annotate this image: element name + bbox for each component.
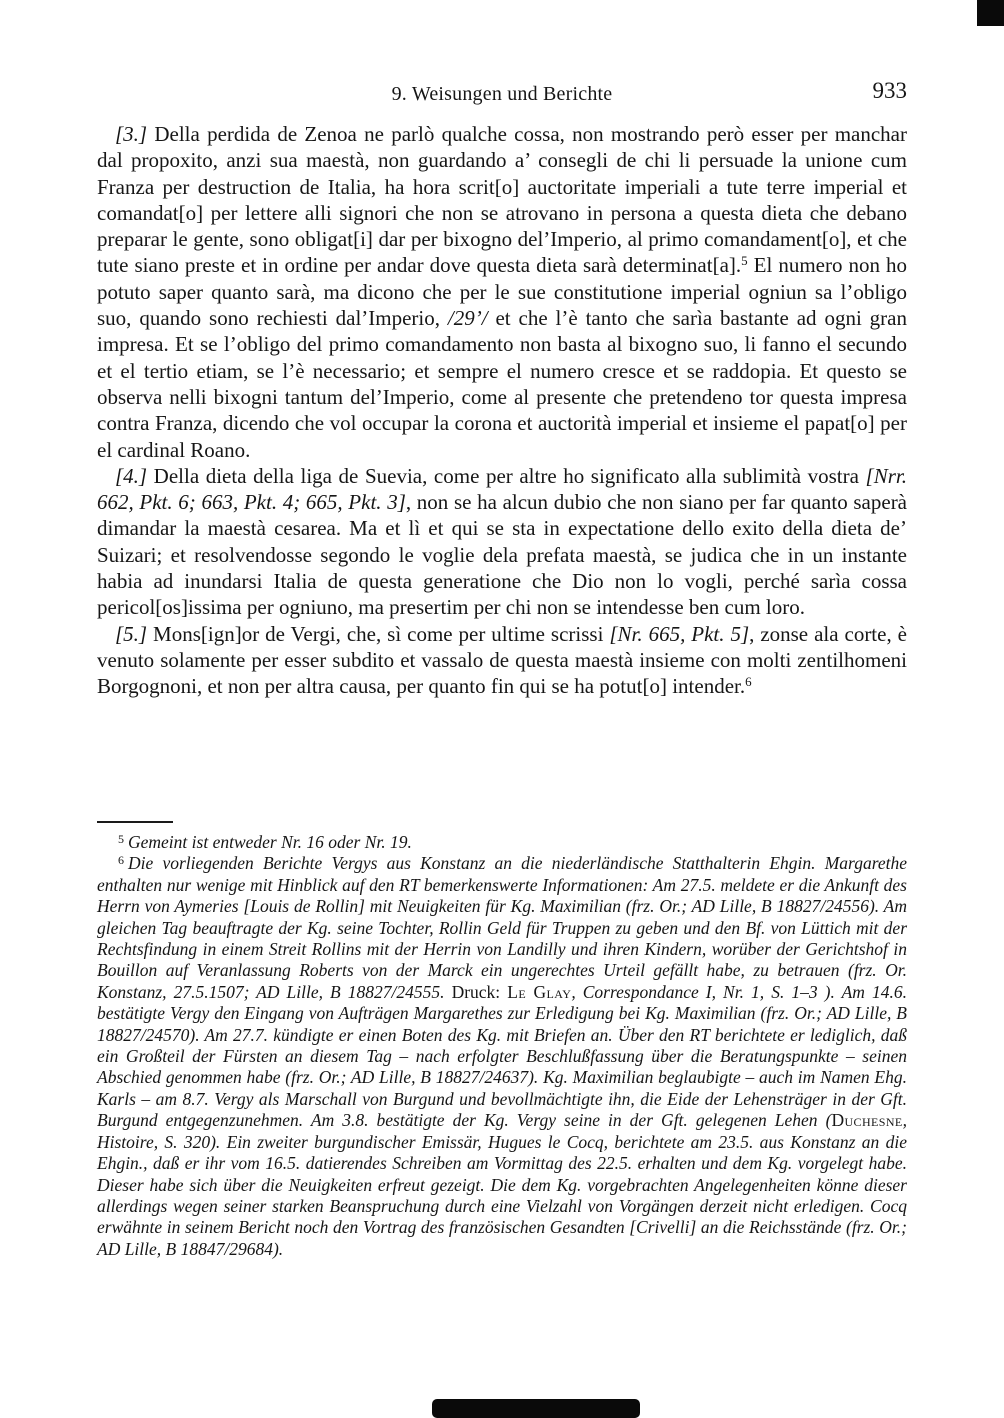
scan-artifact-bottom-bar (432, 1399, 640, 1418)
scan-artifact-corner (977, 0, 1004, 26)
page-header (97, 78, 907, 108)
text-segment: Gemeint ist entweder Nr. 16 oder Nr. 19. (128, 832, 412, 852)
body-paragraph (97, 121, 907, 463)
footnotes-list (97, 832, 907, 1260)
footnote-reference: 6 (745, 674, 752, 690)
body-paragraph (97, 463, 907, 621)
footnotes-section (97, 821, 907, 1260)
text-segment: [3.] (115, 122, 155, 146)
footnote-separator (97, 821, 173, 823)
text-segment: , non se ha alcun dubio che non siano per far quanto saperà dimandar la maestà cesarea. Ma et lì et qui se sta in expectatione dello exito della dieta de’ Suizari; et resolvendosse segondo le voglie dela prefata maestà, se judica che in un instante habia ad inundarsi Italia de questa generatione che Dio non lo vogli, perché sarìa cossa pericol[os]issima per ogniuno, ma presertim per chi non se intendesse ben cum loro. (97, 490, 908, 620)
text-segment: Le Glay (507, 981, 572, 1002)
footnote-reference: 5 (741, 253, 748, 269)
text-segment: [5.] (115, 621, 154, 646)
main-text (97, 121, 907, 700)
text-segment: Della dieta della liga de Suevia, come per altre ho significato alla sublimità vostra (153, 463, 866, 488)
text-segment: /29’/ (447, 306, 488, 331)
footnote-marker: 5 (118, 832, 124, 846)
body-paragraph (97, 621, 907, 700)
text-segment: , Histoire, S. 320). Ein zweiter burgundischer Emissär, Hugues le Cocq, berichtete am 23.5. aus Konstanz an die Ehgin., daß er ihr vom 16.5. datierendes Schreiben am Vormittag des 22.5. erhalten und dem Kg. vorgelegt habe. Dieser habe sich über die Neuigkeiten erfreut gezeigt. Die dem Kg. vorgebrachten Angelegenheiten könne dieser allerdings wegen seiner starken Beanspruchung durch eine Vielzahl von Vorgängen derzeit nicht erledigen. Cocq erwähnte in seinem Bericht noch den Vortrag des französischen Gesandten [Crivelli] an die Reichsstände (frz. Or.; AD Lille, B 18847/29684). (97, 1110, 907, 1259)
text-segment: , Correspondance I, Nr. 1, S. 1–3 ). Am 14.6. bestätigte Vergy den Eingang von Aufträgen Margarethes zur Erledigung bei Kg. Maximilian (frz. Or.; AD Lille, B 18827/24570). Am 27.7. kündigte er einen Boten des Kg. mit Briefen an. Über den RT berichtete er lediglich, daß ein Großteil der Fürsten an diesem Tag – nach erfolgter Beschlußfassung über die Beratungspunkte – seinen Abschied genommen habe (frz. Or.; AD Lille, B 18827/24637). Kg. Maximilian beglaubigte – auch im Namen Ehg. Karls – am 8.7. Vergy als Marschall von Burgund und bevollmächtigte ihn, die Eide der Lehensträger in der Gft. Burgund entgegenzunehmen. Am 3.8. bestätigte der Kg. Vergy seine in der Gft. gelegenen Lehen ( (97, 981, 907, 1131)
text-segment: Die vorliegenden Berichte Vergys aus Konstanz an die niederländische Statthalterin Ehgin. Margarethe enthalten nur wenige mit Hinblick auf den RT bemerkenswerte Informationen: Am 27.5. meldete er die Ankunft des Herrn von Aymeries [Louis de Rollin] mit Neuigkeiten für Kg. Maximilian (frz. Or.; AD Lille, B 18827/24556). Am gleichen Tag beauftragte der Kg. seine Tochter, Rollin Geld für Truppen zu geben und den Bf. von Lüttich mit der Rechtsfindung in einem Streit Rollins mit der Herrin von Landilly und ihren Kindern, worüber der Gerichtshof in Bouillon auf Veranlassung Roberts von der Marck ein ungerechtes Urteil gefällt habe, zu betrauen (frz. Or. Konstanz, 27.5.1507; AD Lille, B 18827/24555. (97, 853, 907, 1002)
page-number: 933 (872, 78, 907, 103)
text-segment: Druck: (451, 981, 508, 1002)
text-segment: [Nrr. 662, Pkt. 6; 663, Pkt. 4; 665, Pkt. 3] (97, 463, 907, 515)
section-title: 9. Weisungen und Berichte (391, 83, 613, 105)
text-segment: [4.] (115, 463, 154, 488)
text-segment: , zonse ala corte, è venuto solamente per esser subdito et vassalo de questa maestà insieme con molti zentilhomeni Borgognoni, et non per altra causa, per quanto fin qui se ha potut[o] intender. (97, 621, 907, 699)
footnote (97, 853, 907, 1260)
text-segment: Della perdida de Zenoa ne parlò qualche cossa, non mostrando però esser per manchar dal propoxito, anzi sua maestà, non guardando a’ consegli de chi li persuade la unione cum Franza per destruction de Italia, ha hora scrit[o] auctoritate imperiali a tute terre imperial et comandat[o] per lettere alli signori che non se atrovano in persona a questa dieta che debano preparar le gente, sono obligat[i] dar per bixogno del’Imperio, al primo comandament[o], et che tute siano preste et in ordine per andar dove questa dieta sarà determinat[a]. (97, 122, 907, 278)
text-segment: Duchesne (831, 1110, 903, 1131)
footnote-marker: 6 (118, 853, 124, 868)
footnote (97, 832, 907, 853)
text-segment: Mons[ign]or de Vergi, che, sì come per ultime scrissi (153, 621, 610, 646)
text-segment: et che l’è tanto che sarìa bastante ad ogni gran impresa. Et se l’obligo del primo comandamento non basta al bixogno suo, li fanno el secundo et el tertio etiam, se l’è necessario; et sempre el numero cresce et se raddopia. Et questo se observa nelli bixogni tantum del’Imperio, come al presente che pretendeno tor questa impresa contra Franza, dicendo che vol occupar la corona et auctorità imperial et insieme el papat[o] per el cardinal Roano. (97, 306, 907, 462)
text-segment: [Nr. 665, Pkt. 5] (609, 621, 750, 646)
text-segment: El numero non ho potuto saper quanto sarà, ma dicono che per le sue constitutione imperial ogniun sa l’obligo suo, quando sono rechiesti dal’Imperio, (97, 253, 908, 331)
